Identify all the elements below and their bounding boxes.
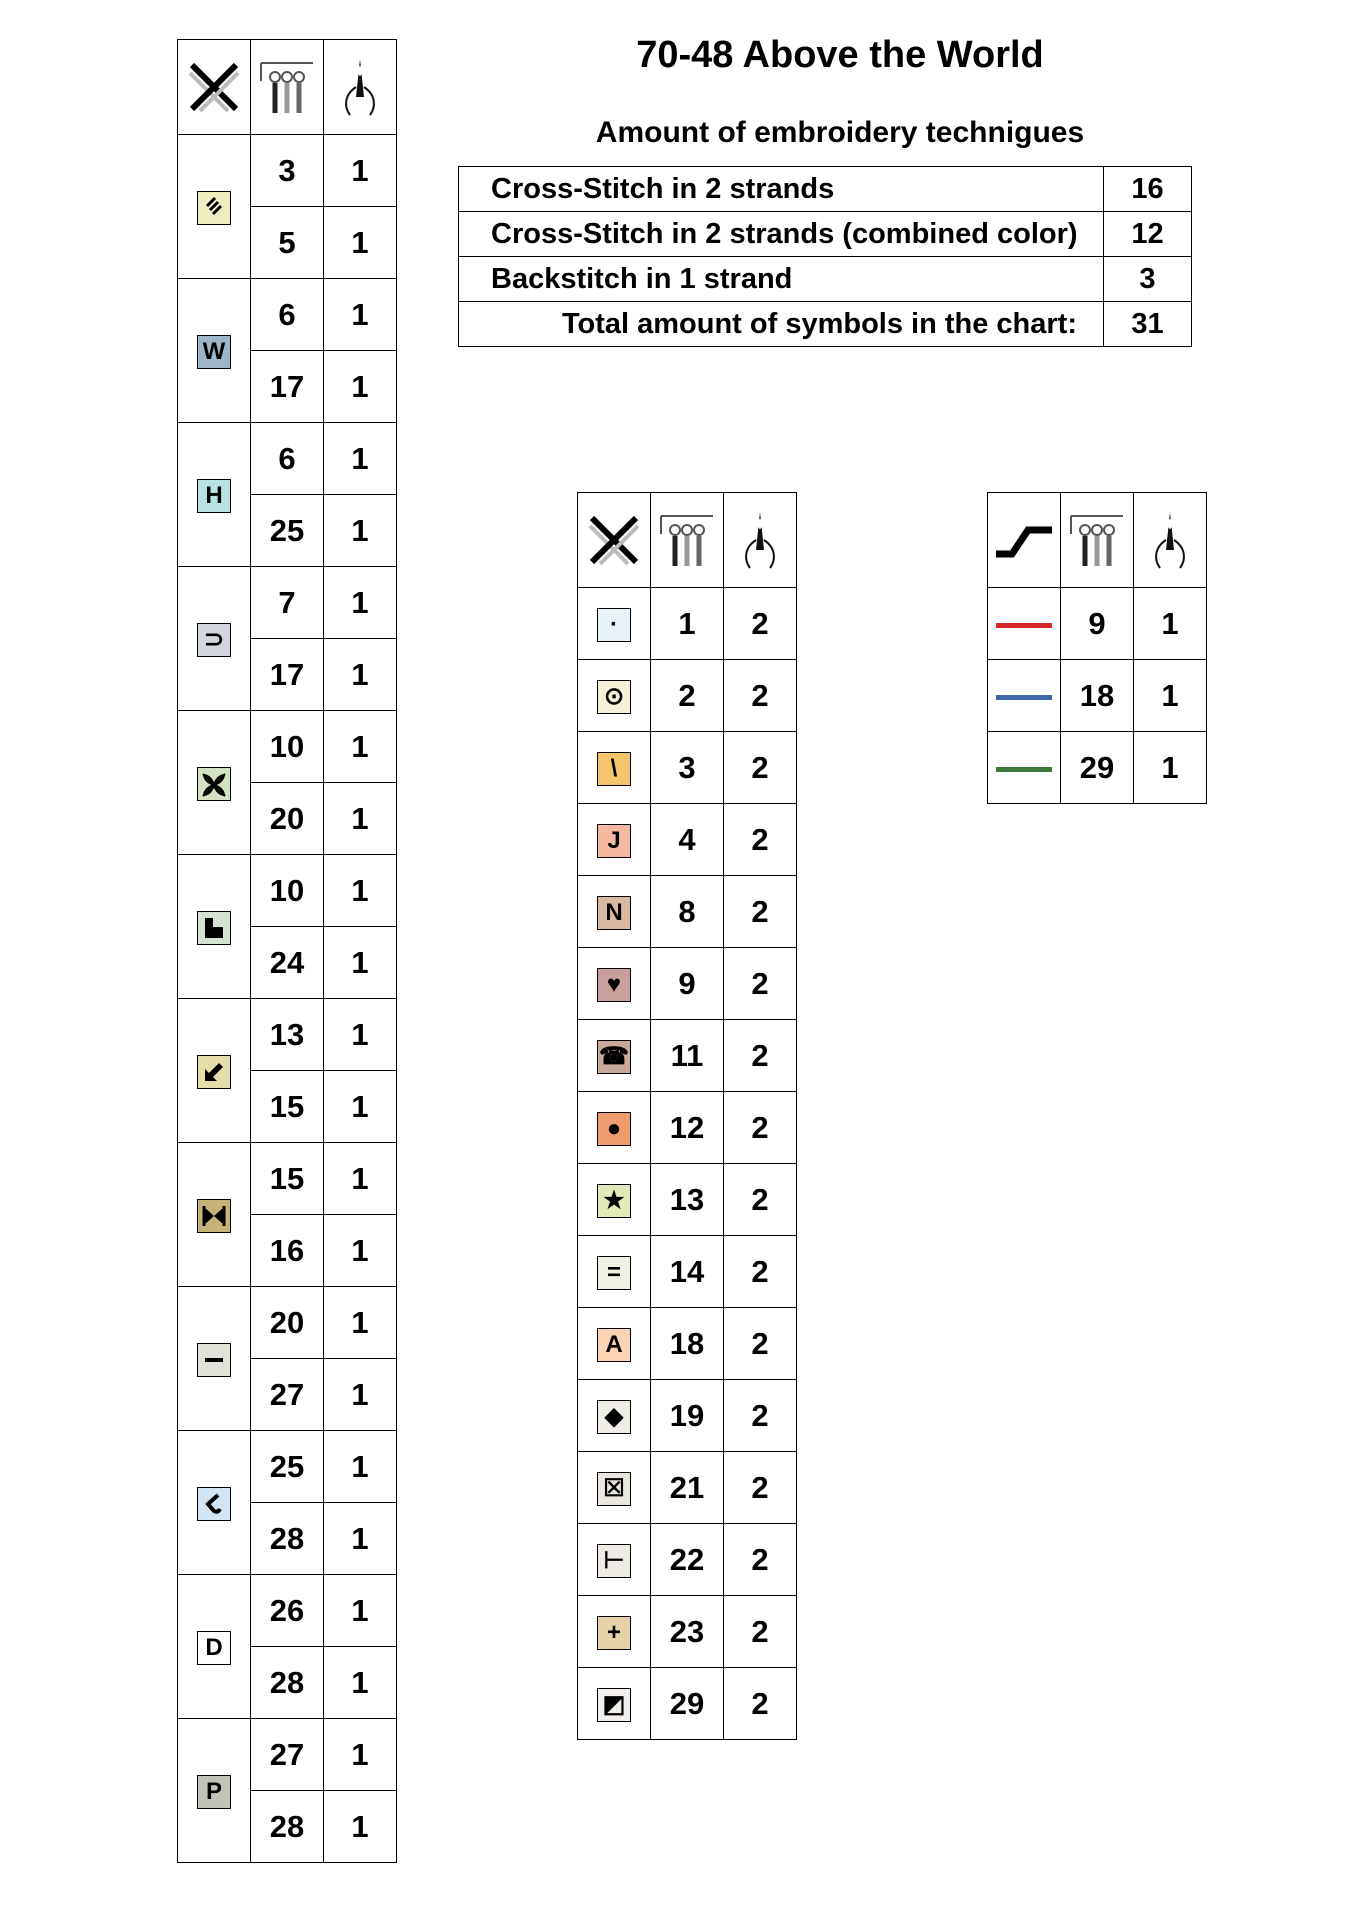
strand-count: 1 bbox=[324, 1719, 397, 1791]
letter-p-symbol-icon: P bbox=[197, 1775, 231, 1809]
single-row bbox=[578, 1020, 797, 1092]
color-number: 28 bbox=[251, 1647, 324, 1719]
strands-icon bbox=[251, 40, 324, 135]
letter-h-symbol-icon: H bbox=[197, 479, 231, 513]
combined-row bbox=[178, 279, 397, 351]
combined-row bbox=[178, 423, 397, 495]
strand-count: 1 bbox=[324, 855, 397, 927]
single-symbol-cell bbox=[578, 1524, 651, 1596]
color-number: 16 bbox=[251, 1215, 324, 1287]
color-number: 24 bbox=[251, 927, 324, 999]
hook-symbol-icon bbox=[197, 1487, 231, 1521]
color-number: 23 bbox=[651, 1596, 724, 1668]
color-number: 12 bbox=[651, 1092, 724, 1164]
combined-symbol-cell bbox=[178, 1719, 251, 1863]
strand-count: 1 bbox=[324, 495, 397, 567]
summary-total-value: 31 bbox=[1104, 302, 1192, 347]
strand-count: 1 bbox=[324, 279, 397, 351]
strand-count: 2 bbox=[724, 1092, 797, 1164]
four-leaf-symbol-icon bbox=[197, 767, 231, 801]
color-number: 20 bbox=[251, 1287, 324, 1359]
color-number: 15 bbox=[251, 1143, 324, 1215]
backstitch-row bbox=[988, 732, 1207, 804]
strand-count: 2 bbox=[724, 1668, 797, 1740]
combined-row bbox=[178, 1719, 397, 1791]
color-number: 7 bbox=[251, 567, 324, 639]
single-symbol-cell bbox=[578, 876, 651, 948]
strand-count: 2 bbox=[724, 1596, 797, 1668]
color-number: 25 bbox=[251, 1431, 324, 1503]
color-number: 10 bbox=[251, 855, 324, 927]
letter-d-symbol-icon: D bbox=[197, 1631, 231, 1665]
backslash-symbol-icon: \ bbox=[597, 752, 631, 786]
l-shape-symbol-icon bbox=[197, 911, 231, 945]
combined-header-row bbox=[178, 40, 397, 135]
strand-count: 1 bbox=[324, 1791, 397, 1863]
single-row bbox=[578, 588, 797, 660]
color-number: 27 bbox=[251, 1719, 324, 1791]
single-row bbox=[578, 1452, 797, 1524]
strand-count: 1 bbox=[324, 423, 397, 495]
single-row bbox=[578, 1236, 797, 1308]
backstitch-line-cell bbox=[988, 660, 1061, 732]
combined-row bbox=[178, 1431, 397, 1503]
strand-count: 1 bbox=[324, 1143, 397, 1215]
single-row bbox=[578, 660, 797, 732]
strand-count: 1 bbox=[1134, 660, 1207, 732]
page-title: 70-48 Above the World bbox=[636, 34, 1044, 76]
single-symbol-cell bbox=[578, 588, 651, 660]
summary-value: 3 bbox=[1104, 257, 1192, 302]
combined-symbol-cell bbox=[178, 423, 251, 567]
combined-row bbox=[178, 1143, 397, 1215]
combined-symbol-cell bbox=[178, 855, 251, 999]
strand-count: 2 bbox=[724, 1524, 797, 1596]
circled-dot-symbol-icon: ⊙ bbox=[597, 680, 631, 714]
color-number: 18 bbox=[651, 1308, 724, 1380]
boxed-x-symbol-icon: ☒ bbox=[597, 1472, 631, 1506]
single-symbol-cell bbox=[578, 948, 651, 1020]
summary-row bbox=[459, 257, 1192, 302]
equals-symbol-icon: = bbox=[597, 1256, 631, 1290]
needle-icon bbox=[1134, 493, 1207, 588]
arrow-down-left-symbol-icon bbox=[197, 1055, 231, 1089]
needle-icon bbox=[724, 493, 797, 588]
backstitch-line-icon bbox=[996, 695, 1052, 700]
backstitch-line-cell bbox=[988, 588, 1061, 660]
single-symbol-cell bbox=[578, 1236, 651, 1308]
strand-count: 1 bbox=[1134, 732, 1207, 804]
combined-row bbox=[178, 711, 397, 783]
color-number: 3 bbox=[251, 135, 324, 207]
strand-count: 1 bbox=[324, 1503, 397, 1575]
color-number: 4 bbox=[651, 804, 724, 876]
color-number: 13 bbox=[651, 1164, 724, 1236]
strand-count: 1 bbox=[324, 999, 397, 1071]
diamond-symbol-icon: ◆ bbox=[597, 1400, 631, 1434]
strand-count: 1 bbox=[324, 783, 397, 855]
combined-row bbox=[178, 567, 397, 639]
letter-w-symbol-icon: W bbox=[197, 335, 231, 369]
backstitch-header-row bbox=[988, 493, 1207, 588]
strand-count: 1 bbox=[324, 1575, 397, 1647]
strand-count: 1 bbox=[324, 1431, 397, 1503]
strand-count: 1 bbox=[1134, 588, 1207, 660]
backstitch-table bbox=[987, 492, 1207, 804]
color-number: 17 bbox=[251, 639, 324, 711]
summary-value: 16 bbox=[1104, 167, 1192, 212]
single-symbol-cell bbox=[578, 1668, 651, 1740]
combined-row bbox=[178, 1575, 397, 1647]
needle-icon bbox=[324, 40, 397, 135]
single-row bbox=[578, 1380, 797, 1452]
t-bar-symbol-icon: ⊢ bbox=[597, 1544, 631, 1578]
color-number: 17 bbox=[251, 351, 324, 423]
color-number: 26 bbox=[251, 1575, 324, 1647]
combined-row bbox=[178, 135, 397, 207]
filled-circle-symbol-icon: ● bbox=[597, 1112, 631, 1146]
dot-symbol-icon: · bbox=[597, 608, 631, 642]
strand-count: 1 bbox=[324, 207, 397, 279]
single-row bbox=[578, 1308, 797, 1380]
color-number: 3 bbox=[651, 732, 724, 804]
backstitch-line-icon bbox=[996, 623, 1052, 628]
bowtie-symbol-icon bbox=[197, 1199, 231, 1233]
strand-count: 1 bbox=[324, 927, 397, 999]
summary-row bbox=[459, 167, 1192, 212]
letter-a-symbol-icon: A bbox=[597, 1328, 631, 1362]
strand-count: 2 bbox=[724, 1164, 797, 1236]
strand-count: 2 bbox=[724, 948, 797, 1020]
single-symbol-cell bbox=[578, 1596, 651, 1668]
strand-count: 2 bbox=[724, 1308, 797, 1380]
color-number: 5 bbox=[251, 207, 324, 279]
backstitch-icon bbox=[988, 493, 1061, 588]
diagonal-lines-symbol-icon bbox=[197, 191, 231, 225]
strands-icon bbox=[651, 493, 724, 588]
single-row bbox=[578, 1092, 797, 1164]
summary-label: Cross-Stitch in 2 strands bbox=[459, 167, 1104, 212]
strand-count: 1 bbox=[324, 639, 397, 711]
color-number: 14 bbox=[651, 1236, 724, 1308]
summary-total-row bbox=[459, 302, 1192, 347]
combined-symbol-cell bbox=[178, 1287, 251, 1431]
color-number: 2 bbox=[651, 660, 724, 732]
backstitch-line-cell bbox=[988, 732, 1061, 804]
strand-count: 1 bbox=[324, 711, 397, 783]
single-row bbox=[578, 1668, 797, 1740]
color-number: 18 bbox=[1061, 660, 1134, 732]
color-number: 10 bbox=[251, 711, 324, 783]
single-row bbox=[578, 948, 797, 1020]
cross-stitch-icon bbox=[178, 40, 251, 135]
color-number: 29 bbox=[1061, 732, 1134, 804]
single-color-table bbox=[577, 492, 797, 1740]
strand-count: 2 bbox=[724, 588, 797, 660]
color-number: 20 bbox=[251, 783, 324, 855]
color-number: 11 bbox=[651, 1020, 724, 1092]
star-symbol-icon: ★ bbox=[597, 1184, 631, 1218]
half-square-symbol-icon: ◩ bbox=[597, 1688, 631, 1722]
combined-symbol-cell bbox=[178, 279, 251, 423]
cross-stitch-icon bbox=[578, 493, 651, 588]
color-number: 27 bbox=[251, 1359, 324, 1431]
color-number: 1 bbox=[651, 588, 724, 660]
combined-symbol-cell bbox=[178, 1143, 251, 1287]
backstitch-row bbox=[988, 660, 1207, 732]
combined-row bbox=[178, 999, 397, 1071]
single-symbol-cell bbox=[578, 1308, 651, 1380]
backstitch-line-icon bbox=[996, 767, 1052, 772]
single-symbol-cell bbox=[578, 1452, 651, 1524]
strand-count: 1 bbox=[324, 567, 397, 639]
color-number: 19 bbox=[651, 1380, 724, 1452]
backstitch-row bbox=[988, 588, 1207, 660]
color-number: 28 bbox=[251, 1791, 324, 1863]
color-number: 6 bbox=[251, 423, 324, 495]
dash-symbol-icon bbox=[197, 1343, 231, 1377]
letter-j-symbol-icon: J bbox=[597, 824, 631, 858]
plus-symbol-icon: + bbox=[597, 1616, 631, 1650]
combined-row bbox=[178, 1287, 397, 1359]
strand-count: 2 bbox=[724, 732, 797, 804]
strand-count: 1 bbox=[324, 1287, 397, 1359]
single-row bbox=[578, 732, 797, 804]
single-row bbox=[578, 1524, 797, 1596]
strand-count: 1 bbox=[324, 135, 397, 207]
color-number: 21 bbox=[651, 1452, 724, 1524]
combined-row bbox=[178, 855, 397, 927]
strand-count: 2 bbox=[724, 804, 797, 876]
strand-count: 2 bbox=[724, 876, 797, 948]
single-row bbox=[578, 1164, 797, 1236]
combined-symbol-cell bbox=[178, 1431, 251, 1575]
summary-label: Cross-Stitch in 2 strands (combined color) bbox=[459, 212, 1104, 257]
color-number: 22 bbox=[651, 1524, 724, 1596]
combined-symbol-cell bbox=[178, 135, 251, 279]
single-header-row bbox=[578, 493, 797, 588]
single-symbol-cell bbox=[578, 1380, 651, 1452]
single-symbol-cell bbox=[578, 1164, 651, 1236]
color-number: 6 bbox=[251, 279, 324, 351]
strands-icon bbox=[1061, 493, 1134, 588]
strand-count: 1 bbox=[324, 1215, 397, 1287]
strand-count: 2 bbox=[724, 1452, 797, 1524]
color-number: 29 bbox=[651, 1668, 724, 1740]
combined-symbol-cell bbox=[178, 1575, 251, 1719]
color-number: 15 bbox=[251, 1071, 324, 1143]
strand-count: 1 bbox=[324, 1647, 397, 1719]
strand-count: 1 bbox=[324, 1359, 397, 1431]
single-row bbox=[578, 876, 797, 948]
color-number: 25 bbox=[251, 495, 324, 567]
summary-value: 12 bbox=[1104, 212, 1192, 257]
color-number: 9 bbox=[1061, 588, 1134, 660]
combined-symbol-cell bbox=[178, 567, 251, 711]
summary-row bbox=[459, 212, 1192, 257]
summary-total-label: Total amount of symbols in the chart: bbox=[459, 302, 1104, 347]
single-symbol-cell bbox=[578, 660, 651, 732]
strand-count: 2 bbox=[724, 1236, 797, 1308]
single-symbol-cell bbox=[578, 804, 651, 876]
color-number: 13 bbox=[251, 999, 324, 1071]
combined-symbol-cell bbox=[178, 711, 251, 855]
reverse-c-symbol-icon: ⊃ bbox=[197, 623, 231, 657]
color-number: 9 bbox=[651, 948, 724, 1020]
combined-color-table bbox=[177, 39, 397, 1863]
single-row bbox=[578, 804, 797, 876]
summary-table bbox=[458, 166, 1192, 347]
strand-count: 2 bbox=[724, 660, 797, 732]
strand-count: 2 bbox=[724, 1380, 797, 1452]
strand-count: 1 bbox=[324, 1071, 397, 1143]
strand-count: 2 bbox=[724, 1020, 797, 1092]
single-symbol-cell bbox=[578, 1020, 651, 1092]
color-number: 8 bbox=[651, 876, 724, 948]
page-subtitle: Amount of embroidery technigues bbox=[595, 116, 1085, 149]
single-row bbox=[578, 1596, 797, 1668]
heart-symbol-icon: ♥ bbox=[597, 968, 631, 1002]
single-symbol-cell bbox=[578, 1092, 651, 1164]
letter-n-symbol-icon: N bbox=[597, 896, 631, 930]
telephone-symbol-icon: ☎ bbox=[597, 1040, 631, 1074]
single-symbol-cell bbox=[578, 732, 651, 804]
strand-count: 1 bbox=[324, 351, 397, 423]
color-number: 28 bbox=[251, 1503, 324, 1575]
summary-label: Backstitch in 1 strand bbox=[459, 257, 1104, 302]
combined-symbol-cell bbox=[178, 999, 251, 1143]
